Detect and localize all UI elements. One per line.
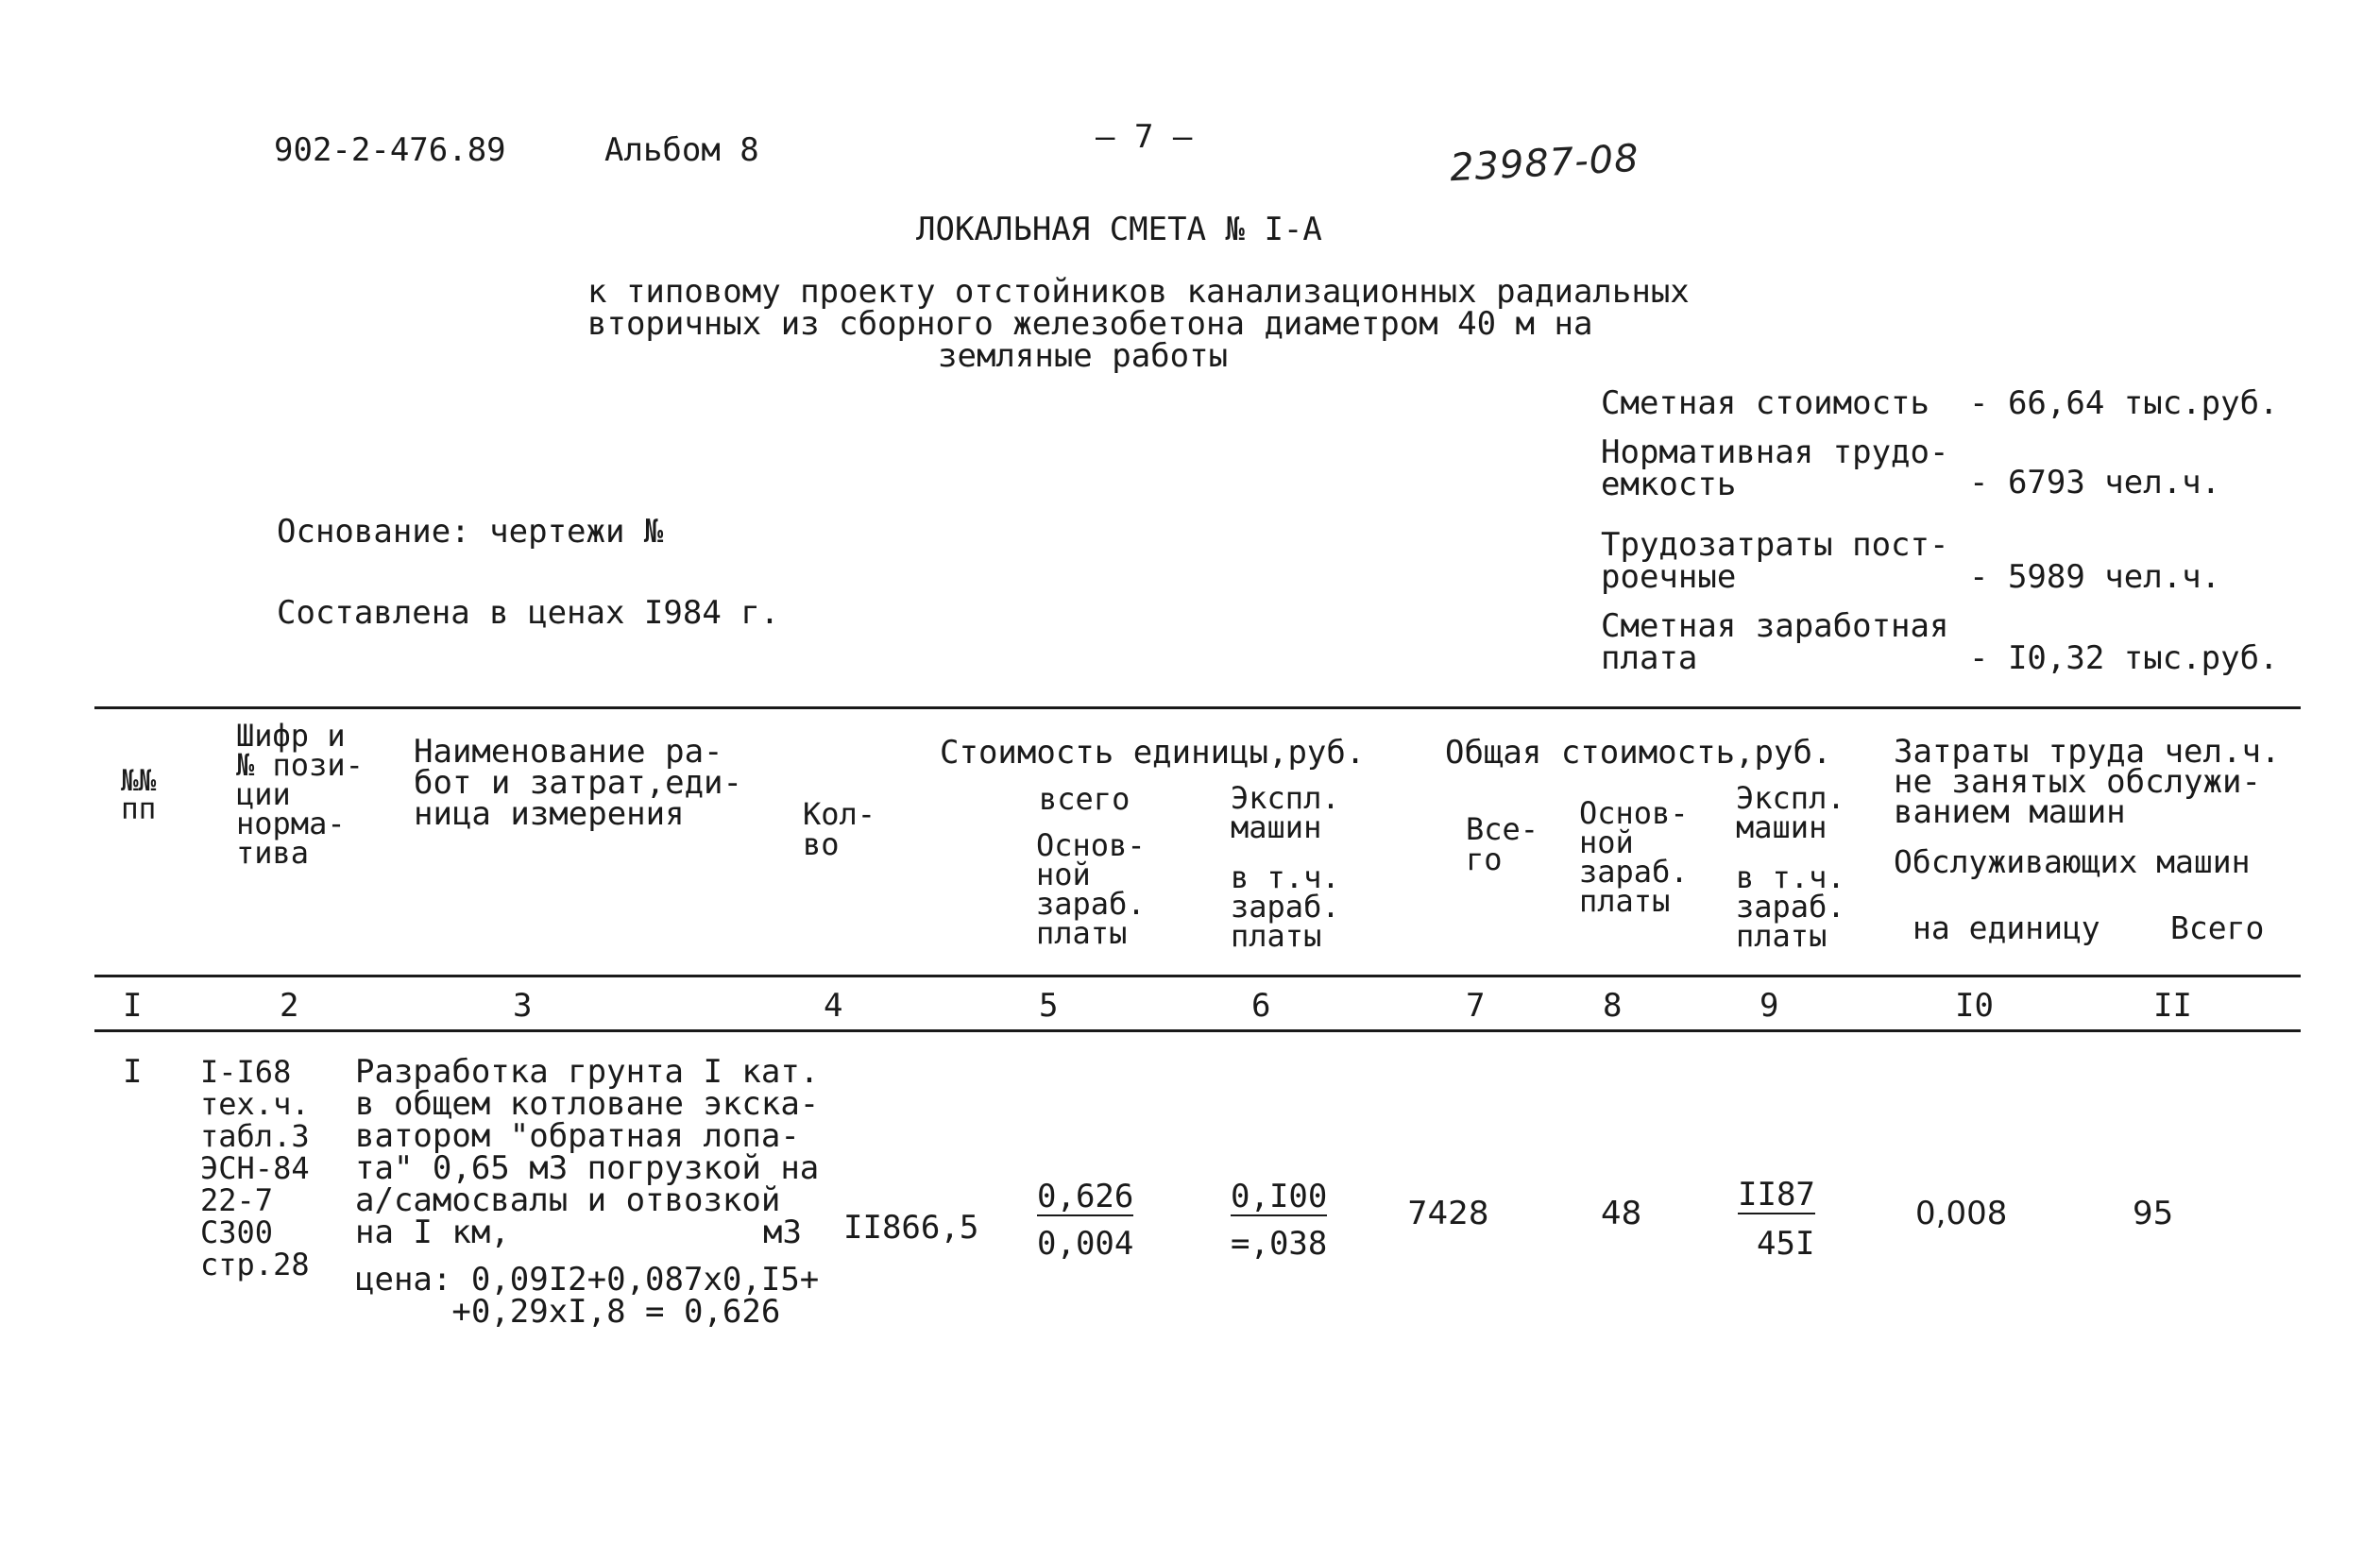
colnum-6: 6 (1251, 987, 1271, 1025)
page-number: — 7 — (1096, 118, 1193, 156)
row-total: 7428 (1407, 1195, 1489, 1232)
row-total-base-wage: 48 (1601, 1195, 1642, 1232)
header-quantity: Кол- во (803, 796, 876, 862)
estimated-wage-label: Сметная заработная плата (1601, 607, 1949, 677)
header-unit-machines: Экспл. машин (1231, 780, 1340, 845)
header-labor-per-unit: на единицу (1912, 909, 2100, 946)
table-colnum-rule (94, 1029, 2301, 1032)
estimate-title: ЛОКАЛЬНАЯ СМЕТА № I-А (916, 211, 1322, 248)
header-total: Все- го (1466, 811, 1539, 877)
row-price-note: цена: 0,09I2+0,087х0,I5+ +0,29хI,8 = 0,626 (355, 1261, 820, 1331)
basis-drawings: Основание: чертежи № (277, 513, 664, 551)
header-unit-cost-group: Стоимость единицы,руб. (940, 734, 1366, 772)
album-label: Альбом 8 (604, 131, 759, 169)
handwritten-id: 23987-08 (1448, 136, 1640, 191)
header-labor-group: Затраты труда чел.ч. не занятых обслужи- ванием машин (1894, 733, 2281, 831)
row-work-name: Разработка грунта I кат. в общем котловане экска- ватором "обратная лопа- та" 0,65 м3 погрузкой на а/самосвалы и отвозкой на I км, (355, 1053, 820, 1251)
subtitle-line-3: земляные работы (938, 337, 1229, 375)
colnum-9: 9 (1760, 987, 1779, 1025)
header-norm-code: Шифр и № пози- ции норма- тива (236, 718, 364, 871)
header-total-base-wage: Основ- ной зараб. платы (1579, 795, 1689, 919)
row-norm-code: I-I68 тех.ч. табл.3 ЭСН-84 22-7 С300 стр.28 (200, 1054, 310, 1282)
subtitle-line-2: вторичных из сборного железобетона диаметром 40 м на (587, 305, 1593, 343)
colnum-4: 4 (824, 987, 843, 1025)
row-total-machine-wage: 45I (1757, 1225, 1815, 1263)
colnum-11: II (2153, 987, 2192, 1025)
subtitle-line-1: к типовому проекту отстойников канализационных радиальных (587, 273, 1690, 311)
estimated-cost-value: - 66,64 тыс.руб. (1969, 384, 2279, 422)
colnum-10: I0 (1955, 987, 1994, 1025)
header-total-machines: Экспл. машин (1736, 780, 1845, 845)
row-unit-machines: 0,I00 (1231, 1178, 1328, 1215)
header-unit-machine-wage: в т.ч. зараб. платы (1231, 859, 1340, 954)
table-top-rule (94, 706, 2301, 709)
header-total-machine-wage: в т.ч. зараб. платы (1736, 859, 1845, 954)
estimated-wage-value: - I0,32 тыс.руб. (1969, 639, 2279, 677)
colnum-1: I (123, 987, 143, 1025)
colnum-5: 5 (1039, 987, 1059, 1025)
estimated-cost-label: Сметная стоимость (1601, 384, 1930, 422)
table-header-rule (94, 975, 2301, 977)
row-unit-base-wage: 0,004 (1037, 1225, 1134, 1263)
header-labor-total: Всего (2170, 909, 2265, 946)
row-unit: м3 (763, 1214, 802, 1251)
colnum-2: 2 (280, 987, 299, 1025)
row-unit-total: 0,626 (1037, 1178, 1134, 1215)
document-code: 902-2-476.89 (274, 131, 506, 169)
row-number: I (123, 1053, 143, 1091)
row-unit-machine-wage: =,038 (1231, 1225, 1328, 1263)
header-row-number: №№ пп (121, 764, 157, 826)
row-labor-per-unit: 0,008 (1915, 1195, 2008, 1232)
header-labor-servicing: Обслуживающих машин (1894, 843, 2251, 880)
labor-intensity-label: Нормативная трудо- емкость (1601, 433, 1949, 503)
labor-intensity-value: - 6793 чел.ч. (1969, 464, 2221, 501)
colnum-3: 3 (513, 987, 533, 1025)
header-unit-base-wage: Основ- ной зараб. платы (1036, 827, 1146, 951)
row-labor-total: 95 (2133, 1195, 2174, 1232)
row-total-machines: II87 (1738, 1176, 1815, 1214)
colnum-7: 7 (1466, 987, 1486, 1025)
basis-prices: Составлена в ценах I984 г. (277, 594, 780, 632)
row-quantity: II866,5 (843, 1209, 979, 1247)
onsite-labor-label: Трудозатраты пост- роечные (1601, 526, 1949, 596)
onsite-labor-value: - 5989 чел.ч. (1969, 558, 2221, 596)
header-work-name: Наименование ра- бот и затрат,еди- ница измерения (414, 733, 742, 833)
header-total-cost-group: Общая стоимость,руб. (1445, 734, 1832, 772)
colnum-8: 8 (1603, 987, 1623, 1025)
header-unit-total: всего (1039, 781, 1130, 817)
